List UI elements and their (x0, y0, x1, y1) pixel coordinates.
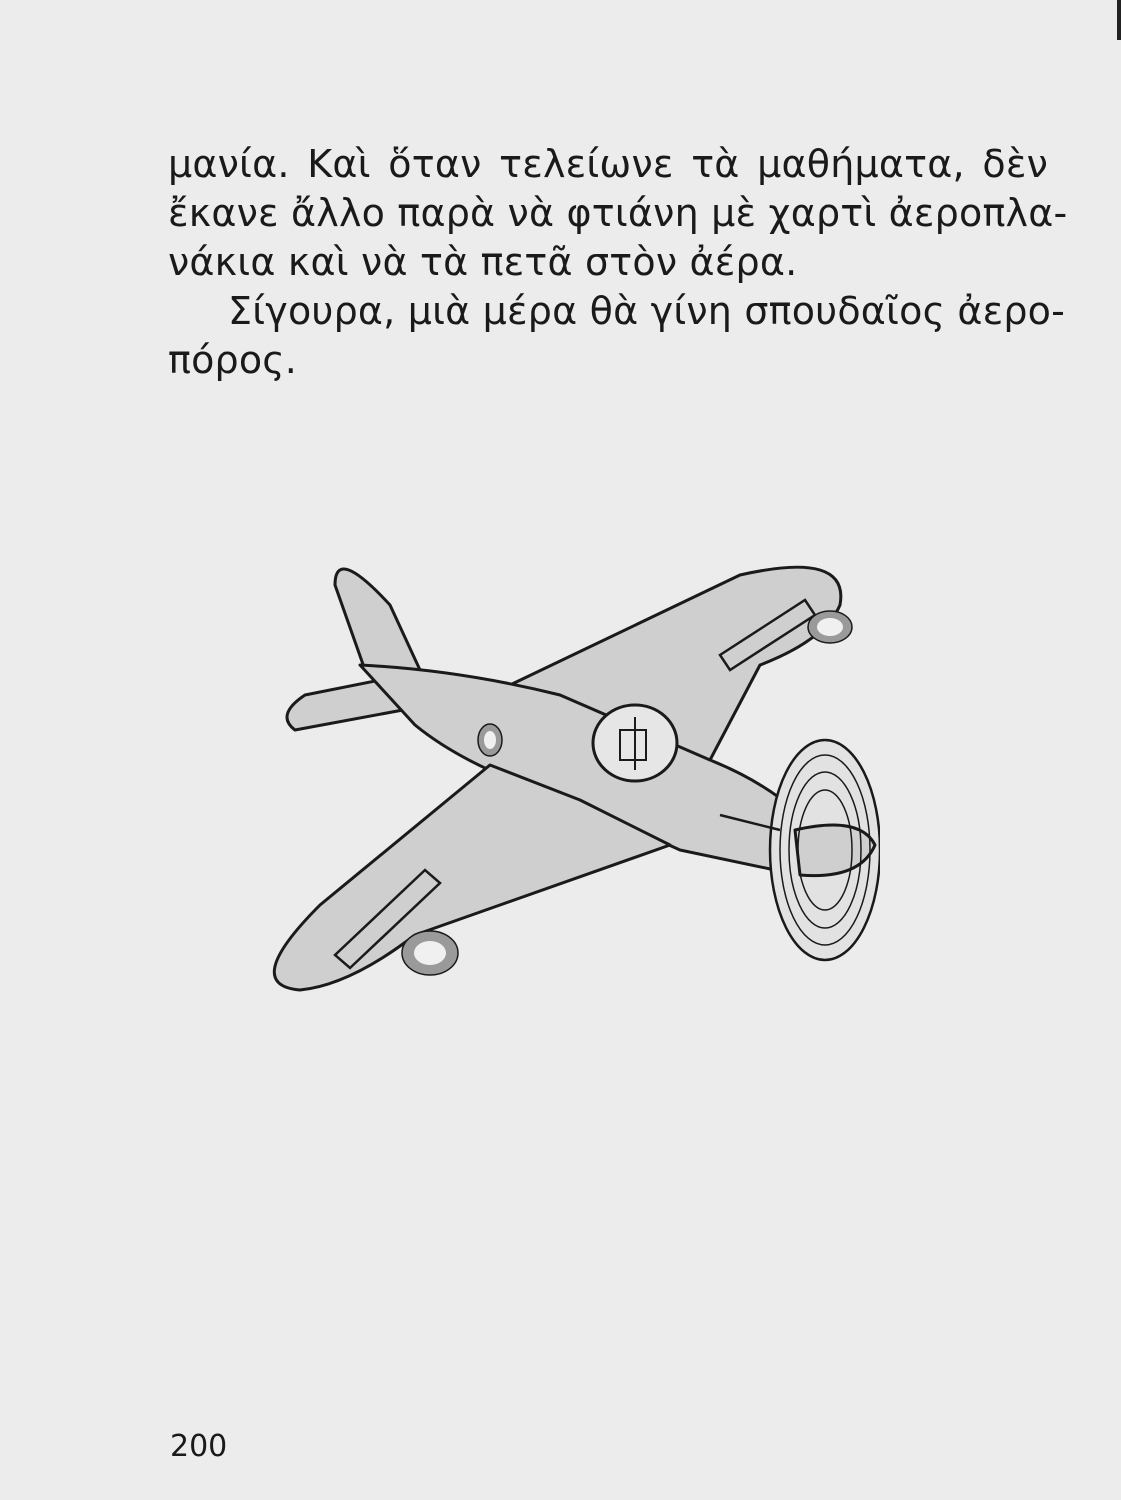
page-edge-mark (1117, 0, 1121, 40)
text-line: Σίγουρα, μιὰ μέρα θὰ γίνη σπουδαῖος ἀερο- (228, 289, 1066, 333)
roundel-fuselage (478, 724, 502, 756)
roundel-right-wing (808, 611, 852, 643)
text-line: νάκια καὶ νὰ τὰ πετᾶ στὸν ἀέρα. (168, 240, 798, 284)
text-line: πόρος. (168, 338, 298, 382)
page-number: 200 (170, 1429, 228, 1464)
tail-fin (335, 569, 420, 670)
airplane-illustration (240, 545, 880, 1005)
body-text (168, 140, 1068, 385)
text-line: ἔκανε ἄλλο παρὰ νὰ φτιάνη μὲ χαρτὶ ἀεροπλα- (168, 191, 1068, 235)
roundel-left-wing (402, 931, 458, 975)
text-line: μανία. Καὶ ὅταν τελείωνε τὰ μαθήματα, δὲν (168, 142, 1048, 186)
